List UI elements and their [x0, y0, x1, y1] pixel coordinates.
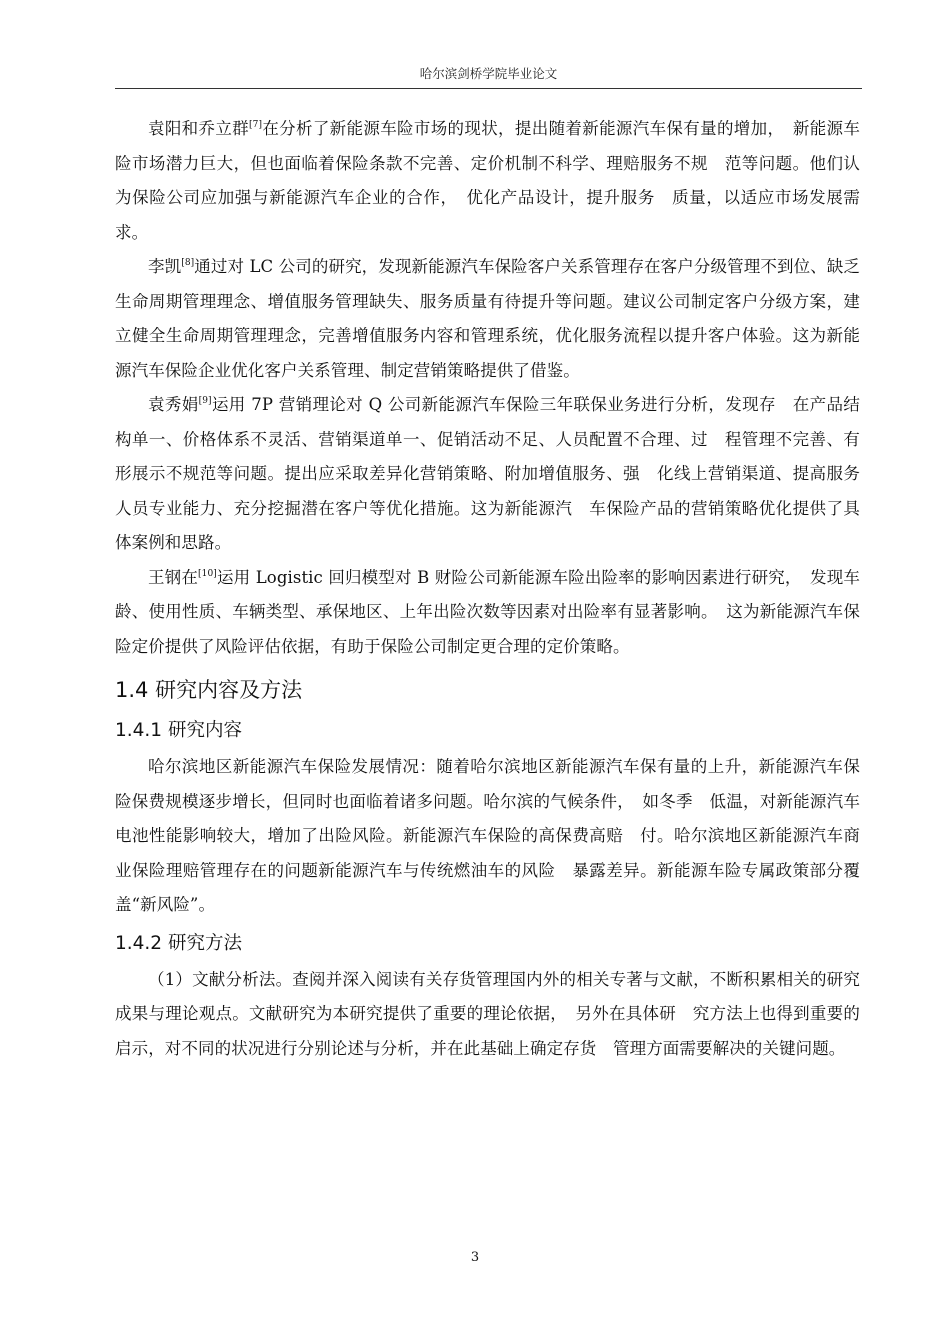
paragraph-text: 袁阳和乔立群 [148, 119, 250, 138]
paragraph-research-content: 哈尔滨地区新能源汽车保险发展情况：随着哈尔滨地区新能源汽车保有量的上升，新能源汽车保险保费规模逐步增长，但同时也面临着诸多问题。哈尔滨的气候条件， 如冬季 低温，对新能源汽车电池性能影响较大，增加了出险风险。新能源汽车保险的高保费高赔 付。哈尔滨地区新能源汽车商业保险理赔管理存在的问题新能源汽车与传统燃油车的风险 暴露差异。新能源车险专属政策部分覆盖“新风险”。 [115, 757, 860, 914]
page-number: 3 [470, 1250, 480, 1265]
paragraph-yuan-xiujuan [115, 388, 860, 561]
paragraph-text: 李凯 [148, 257, 182, 276]
citation-ref: [7] [249, 120, 263, 130]
paragraph-text: 通过对 LC 公司的研究，发现新能源汽车保险客户关系管理存在客户分级管理不到位、缺乏生命周期管理理念、增值服务管理缺失、服务质量有待提升等问题。建议公司制定客户分级方案，建立健全生命周期管理理念，完善增值服务内容和管理系统，优化服务流程以提升客户体验。这为新能源汽车保险企业优化客户关系管理、制定营销策略提供了借鉴。 [115, 257, 860, 380]
paragraph-yuan-qiao [115, 112, 860, 250]
paragraph-li-kai [115, 250, 860, 388]
page-body [115, 112, 860, 1066]
paragraph-text: 在分析了新能源车险市场的现状，提出随着新能源汽车保有量的增加， 新能源车险市场潜力巨大，但也面临着保险条款不完善、定价机制不科学、理赔服务不规 范等问题。他们认为保险公司应加强与新能源汽车企业的合作， 优化产品设计，提升服务 质量，以适应市场发展需求。 [115, 119, 860, 242]
paragraph-text: 袁秀娟 [148, 395, 199, 414]
section-heading-1-4-2: 1.4.2 研究方法 [115, 932, 242, 954]
section-heading-1-4-1: 1.4.1 研究内容 [115, 720, 242, 741]
citation-ref: [8] [181, 258, 195, 268]
page-header: 哈尔滨剑桥学院毕业论文 [115, 64, 862, 89]
paragraph-text: 运用 Logistic 回归模型对 B 财险公司新能源车险出险率的影响因素进行研究， 发现车龄、使用性质、车辆类型、承保地区、上年出险次数等因素对出险率有显著影响。 这为新能源汽车保险定价提供了风险评估依据，有助于保险公司制定更合理的定价策略。 [115, 567, 860, 656]
paragraph-wang-gang [115, 561, 860, 665]
paragraph-research-method: （1）文献分析法。查阅并深入阅读有关存货管理国内外的相关专著与文献，不断积累相关的研究成果与理论观点。文献研究为本研究提供了重要的理论依据， 另外在具体研 究方法上也得到重要的启示，对不同的状况进行分别论述与分析，并在此基础上确定存货 管理方面需要解决的关键问题。 [115, 969, 860, 1058]
paragraph-text: 王钢在 [148, 567, 199, 587]
section-heading-1-4: 1.4 研究内容及方法 [115, 678, 303, 702]
paragraph-text: 运用 7P 营销理论对 Q 公司新能源汽车保险三年联保业务进行分析，发现存 在产品结构单一、价格体系不灵活、营销渠道单一、促销活动不足、人员配置不合理、过 程管理不完善、有形展示不规范等问题。提出应采取差异化营销策略、附加增值服务、强 化线上营销渠道、提高服务人员专业能力、充分挖掘潜在客户等优化措施。这为新能源汽 车保险产品的营销策略优化提供了具体案例和思路。 [115, 395, 860, 552]
citation-ref: [10] [198, 568, 217, 579]
citation-ref: [9] [198, 396, 212, 406]
